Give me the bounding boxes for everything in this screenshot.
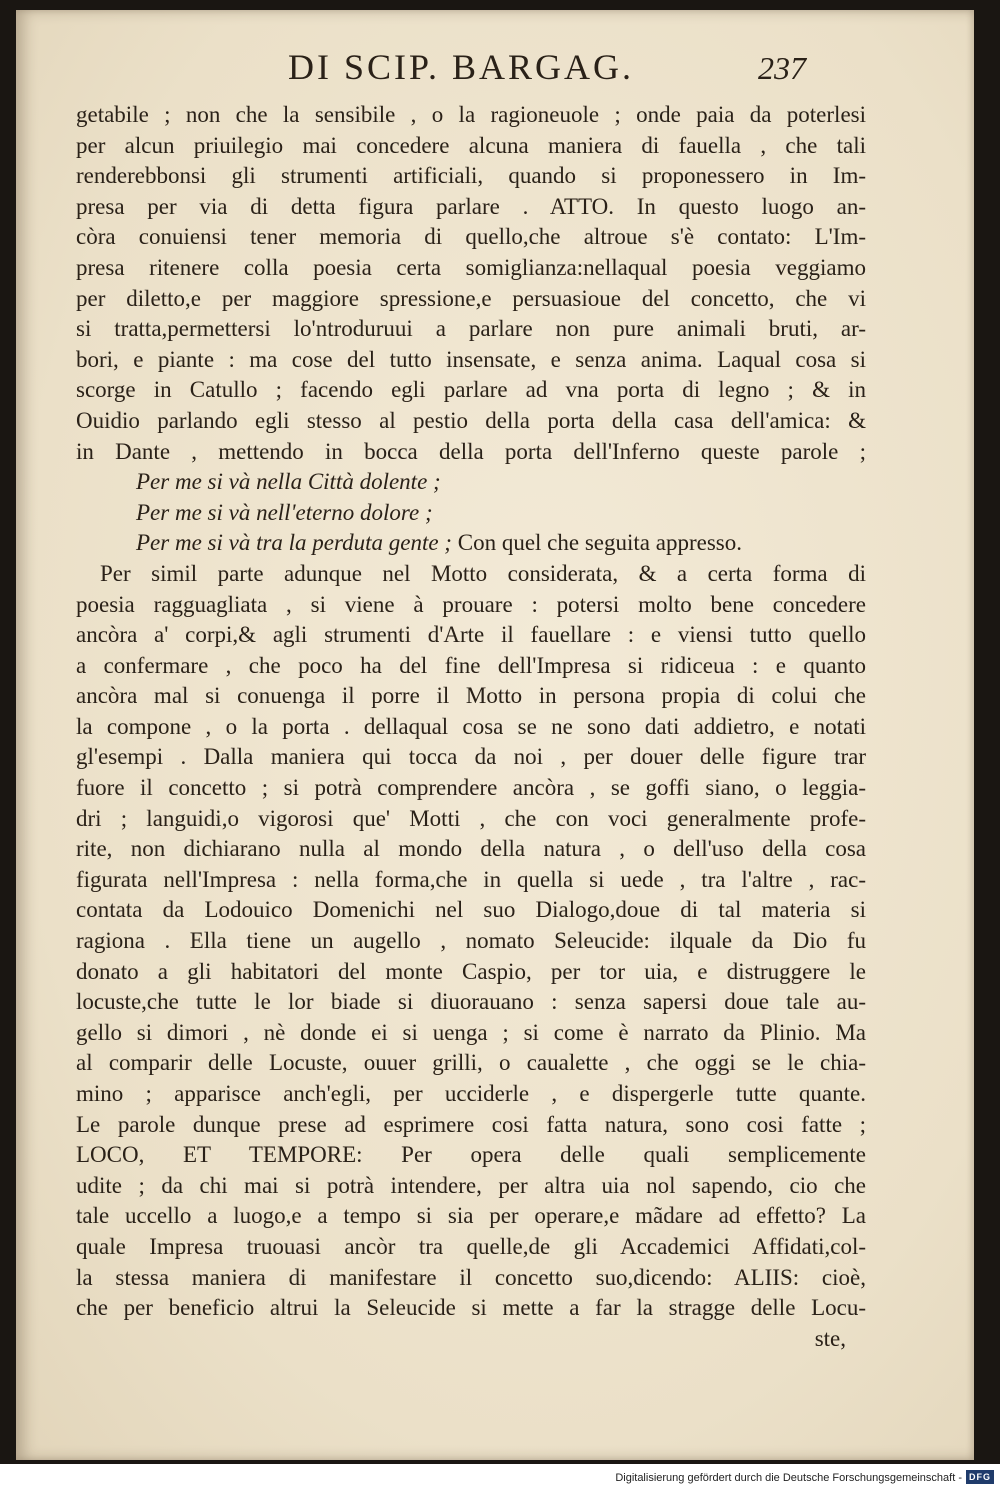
text-line: fuore il concetto ; si potrà comprendere ancòra , se goffi siano, o leggia-	[76, 775, 866, 801]
text-line: bori, e piante : ma cose del tutto insensate, e senza anima. Laqual cosa si	[76, 346, 866, 372]
digitization-footer	[0, 1464, 1000, 1491]
text-line: ragiona . Ella tiene un augello , nomato Seleucide: ilquale da Dio fu	[76, 928, 866, 954]
text-line: mino ; apparisce anch'egli, per ucciderle , e dispergerle tutte quante.	[76, 1081, 866, 1106]
verse-text: Per me si và tra la perduta gente ;	[136, 530, 452, 556]
text-line: gl'esempi . Dalla maniera qui tocca da noi , per douer delle figure trar	[76, 744, 866, 770]
text-line: LOCO, ET TEMPORE: Per opera delle quali semplicemente	[76, 1142, 866, 1168]
text-line: ancòra mal si conuenga il porre il Motto in persona propia di colui che	[76, 683, 866, 709]
text-line: dri ; languidi,o vigorosi que' Motti , che con voci generalmente profe-	[76, 805, 866, 831]
text-line: gello si dimori , nè donde ei si uenga ; si come è narrato da Plinio. Ma	[76, 1019, 866, 1045]
page-number: 237	[758, 50, 806, 86]
running-head: DI SCIP. BARGAG.	[288, 47, 635, 87]
text-line: per alcun priuilegio mai concedere alcuna maniera di fauella , che tali	[76, 132, 866, 158]
text-line: rite, non dichiarano nulla al mondo della natura , o dell'uso della cosa	[76, 836, 866, 862]
text-line: si tratta,permettersi lo'ntroduruui a parlare non pure animali bruti, ar-	[76, 316, 866, 342]
text-line: la stessa maniera di manifestare il concetto suo,dicendo: ALIIS: cioè,	[76, 1264, 866, 1290]
text-line: presa per via di detta figura parlare . ATTO. In questo luogo an-	[76, 193, 866, 219]
text-line: renderebbonsi gli strumenti artificiali, quando si proponessero in Im-	[76, 163, 866, 189]
text-line: per diletto,e per maggiore spressione,e persuasioue del concetto, che vi	[76, 285, 866, 311]
book-page	[16, 10, 974, 1460]
text-line: scorge in Catullo ; facendo egli parlare ad vna porta di legno ; & in	[76, 377, 866, 403]
text-line: in Dante , mettendo in bocca della porta dell'Inferno queste parole ;	[76, 438, 866, 464]
text-line: udite ; da chi mai si potrà intendere, per altra uia nol sapendo, cio che	[76, 1172, 866, 1198]
verse-text: Per me si và nella Città dolente ;	[136, 469, 441, 495]
text-line: Ouidio parlando egli stesso al pestio della porta della casa dell'amica: &	[76, 407, 866, 433]
text-line: poesia ragguagliata , si viene à prouare : potersi molto bene concedere	[76, 591, 866, 617]
verse-line	[76, 498, 866, 529]
verse-text: Per me si và nell'eterno dolore ;	[136, 499, 433, 525]
text-line: locuste,che tutte le lor biade si diuorauano : senza sapersi doue tale au-	[76, 989, 866, 1015]
text-line: contata da Lodouico Domenichi nel suo Dialogo,doue di tal materia si	[76, 897, 866, 923]
text-line: che per beneficio altrui la Seleucide si mette a far la stragge delle Locu-	[76, 1295, 866, 1321]
catchword: ste,	[814, 1325, 846, 1351]
verse-continuation: Con quel che seguita appresso.	[457, 530, 742, 556]
text-line: figurata nell'Impresa : nella forma,che in quella si uede , tra l'altre , rac-	[76, 866, 866, 892]
verse-line	[76, 467, 866, 498]
text-line: còra conuiensi tener memoria di quello,che altroue s'è contato: L'Im-	[76, 224, 866, 250]
text-line: donato a gli habitatori del monte Caspio, per tor uia, e distruggere le	[76, 958, 866, 984]
text-line: Per simil parte adunque nel Motto considerata, & a certa forma di	[100, 560, 866, 586]
text-line: tale uccello a luogo,e a tempo si sia per operare,e mãdare ad effetto? La	[76, 1203, 866, 1229]
text-line: Le parole dunque prese ad esprimere cosi fatta natura, sono cosi fatte ;	[76, 1111, 866, 1137]
text-line: al comparir delle Locuste, ouuer grilli, o caualette , che oggi se le chia-	[76, 1050, 866, 1076]
dfg-credit-text: Digitalisierung gefördert durch die Deutsche Forschungsgemeinschaft -	[615, 1472, 962, 1484]
text-line: la compone , o la porta . dellaqual cosa se ne sono dati addietro, e notati	[76, 713, 866, 739]
page-header	[16, 46, 974, 106]
verse-line	[76, 528, 866, 559]
text-line: quale Impresa truouasi ancòr tra quelle,de gli Accademici Affidati,col-	[76, 1233, 866, 1259]
text-line: a confermare , che poco ha del fine dell'Impresa si ridiceua : e quanto	[76, 652, 866, 678]
body-text	[76, 100, 866, 1354]
text-line: presa ritenere colla poesia certa somiglianza:nellaqual poesia veggiamo	[76, 254, 866, 280]
dfg-logo: DFG	[966, 1470, 994, 1484]
text-line: ancòra a' corpi,& agli strumenti d'Arte il fauellare : e viensi tutto quello	[76, 622, 866, 648]
text-line: getabile ; non che la sensibile , o la ragioneuole ; onde paia da poterlesi	[76, 102, 866, 127]
